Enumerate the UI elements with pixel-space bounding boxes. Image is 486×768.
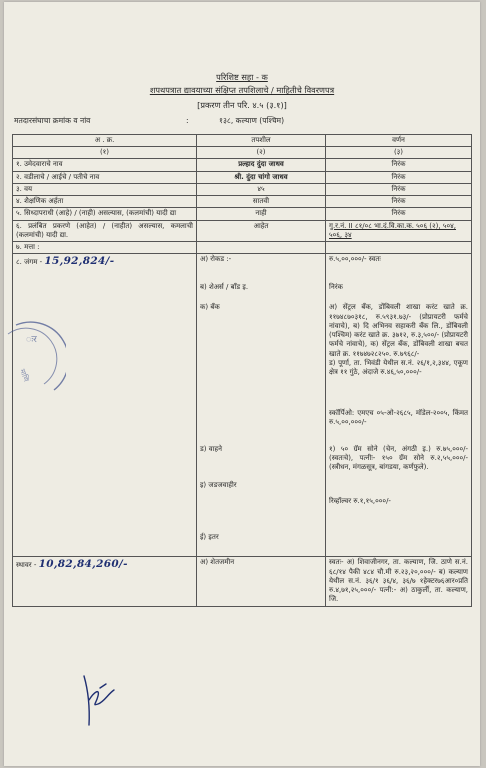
row-description: निरंक [326,208,472,220]
cash-value: रु.५,००,०००/- स्वतः [329,255,381,264]
row-label: २. वडीलाचे / आईचे / पतीचे नाव [13,171,197,183]
affidavit-table [12,134,472,607]
movable-assets-label-cell [13,254,197,557]
father-name: श्री. दुंदा चांगो जाधव [197,171,326,183]
constituency-colon: : [186,116,189,125]
immovable-assets-row [13,557,472,606]
column-number-1: (१) [13,147,197,159]
column-number-3: (३) [326,147,472,159]
svg-text:माणि: माणि [18,367,31,383]
vehicles-label: ड) वाहने [200,445,223,454]
immovable-assets-handwritten-amount: 10,82,84,260/- [38,558,128,571]
jewellery-label: इ) जडजवाहीर [200,481,237,490]
table-row [13,159,472,171]
svg-text:ःर: ःर [26,335,37,345]
column-header-description: वर्णन [326,135,472,147]
table-row [13,171,472,183]
table-row [13,220,472,241]
table-row [13,208,472,220]
land-purna-value: ड) पूर्णा, ता. भिवंडी येथील स.नं. २६/१,२,३४४, एकूण क्षेत्र ११ गुंठे, अंदाजे रु.४६,५०,०००/- [329,358,468,376]
age-value: ४५ [197,183,326,195]
cash-label: अ) रोकड :- [200,255,232,264]
movable-assets-label: ८. जंगम - [16,258,43,267]
vehicle-value: स्कॉर्पिओ: एमएच ०५-ओ-२६८५, मॉडेल-२००५, किंमत रु.५,००,०००/- [329,408,468,426]
constituency-line [14,116,285,126]
row-label: १. उमेदवाराचे नाव [13,159,197,171]
table-row [13,196,472,208]
pending-cases-description: गु.र.नं. II ८१/०८ भा.दं.वि.का.क. ५०६ (२), ५०४, ५०६, ३४ [326,220,472,241]
table-header-row [13,135,472,147]
movable-assets-descriptions [326,254,472,557]
movable-assets-row [13,254,472,557]
round-seal-stamp [6,320,66,404]
row-label: ७. मत्ता : [13,242,197,254]
row-description: निरंक [326,171,472,183]
row-label: ४. शैक्षणिक अर्हता [13,196,197,208]
table-row [13,183,472,195]
column-header-detail: तपशील [197,135,326,147]
immovable-assets-label-cell [13,557,197,606]
constituency-value: १३८, कल्याण (पश्चिम) [219,116,285,125]
bank-accounts-value: अ) सेंट्रल बॅंक, डोंबिवली शाखा करंट खाते क्र. ११७४८७०३१८, रु.५९३१.७३/- (प्रोप्रायटरी फर्मचे नांवाचे), ब) दि अभिनव सहाकरी बॅंक लि., डोंबिवली (पश्चिम) करंट खाते क्र. ३७१२, रु.३,५००/- (प्रोप्रायटरी फर्मचे नांवाचे), क) सेंट्रल बॅंक, डोंबिवली शाखा बचत खाते क्र. ११७४७२८२५०. रु.७९६८/- [329,303,468,358]
document-title: परिशिष्ट सहा - क [216,72,268,82]
agricultural-land-label: अ) शेतजमीन [197,557,326,606]
candidate-name: प्रल्हाद दुंदा जाधव [197,159,326,171]
immovable-assets-label: स्थावर - [16,561,37,570]
bank-label: क) बॅंक [200,303,220,312]
table-row [13,242,472,254]
education-value: सातवी [197,196,326,208]
row-label: ३. वय [13,183,197,195]
column-header-serial: अ . क्र. [13,135,197,147]
agricultural-land-value: स्वतः- अ) शिवाजीनगर, ता. कल्याण, जि. ठाणे स.नं. ६८/१४ पैकी ४८४ चौ.मी रु.२३,२०,०००/- ब) कल्याण येथील स.नं. ३६/१ ३६/४, ३६/७ १हेक्टर७६आर०प्रति रु.४,७१,२५,०००/- पत्नी:- अ) ठाकुर्ली, ता. कल्याण, जि. [326,557,472,606]
movable-assets-details [197,254,326,557]
jewellery-value: १) ५० ग्रॅम सोने (चेन, अंगठी इ.) रु.७५,०००/- (स्वतःचे), पत्नीः- १५० ग्रॅम सोने रु.२,५५,०००/- (स्त्रीधन, मंगळसूत्र, बांगडया, कर्णफुले). [329,444,468,472]
empty-cell [326,242,472,254]
row-description: निरंक [326,196,472,208]
handwritten-signature [80,670,120,734]
pending-cases-value: आहेत [197,220,326,241]
document-subtitle: शपथपत्रात द्यावयाच्या संक्षिप्त तपशिलाचे / माहितीचे विवरणपत्र [149,85,335,95]
shares-value: निरंक [329,283,343,292]
other-assets-value: रिव्हॉल्वर रु.१,१५,०००/- [329,496,391,505]
row-description: निरंक [326,183,472,195]
shares-label: ब) शेअर्स / बॉंड इ. [200,283,249,292]
row-label: ५. सिध्दापराधी (आहे) / (नाही) असल्यास, (कलमांची) यादी द्या [13,208,197,220]
table-number-row [13,147,472,159]
empty-cell [197,242,326,254]
row-label: ६. प्रलंबित प्रकरणे (आहेत) / (नाहीत) असल्यास, कमलाची (कलमांची) यादी द्या. [13,220,197,241]
constituency-label: मतदारसंघाचा क्रमांक व नांव [14,116,91,125]
row-description: निरंक [326,159,472,171]
conviction-value: नाही [197,208,326,220]
column-number-2: (२) [197,147,326,159]
other-assets-label: ई) इतर [200,533,219,542]
document-page [4,2,480,766]
document-rule-reference: [प्रकरण तीन परि. ४.५ (३.१)] [197,100,287,110]
movable-assets-handwritten-amount: 15,92,824/- [44,255,115,268]
